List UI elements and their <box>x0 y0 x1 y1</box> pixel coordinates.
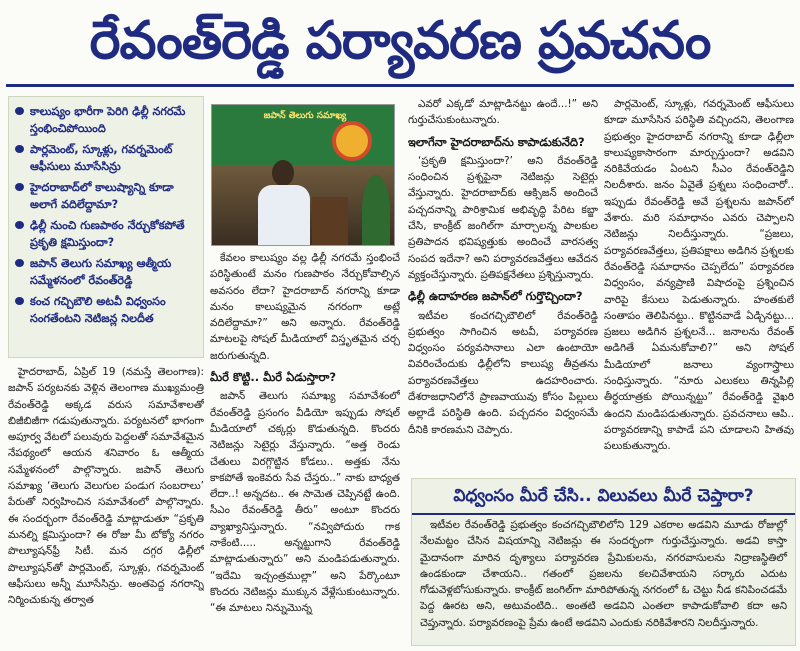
speaker-body <box>258 185 310 245</box>
paragraph: కేవలం కాలుష్యం వల్ల ఢిల్లీ నగరమే స్తంభించే పరిస్థితుంటే మనం గుణపాఠం నేర్చుకోవాల్సిన అవసరం లేదా? హైదరాబాద్‌ నగరాన్ని కూడా మనం కాలుష్యమైన నగరంగా అట్లే వదిలేద్దామా?” అని అన్నారు. రేవంత్‌రెడ్డి మాటలపై సోషల్‌ మీడియాలో విస్తృతమైన చర్చ జరుగుతున్నది. <box>210 252 400 362</box>
callout-body: ఇటీవల రేవంత్‌రెడ్డి ప్రభుత్వం కంచగచ్చిబౌలిలోని 129 ఎకరాల అడవిని మూడు రోజుల్లో నేలమట్టం చేసిన విషయాన్ని నెటిజన్లు ఈ సందర్భంగా గుర్తుచేస్తున్నారు. అడవి కాస్తా మైదానంగా మారిన దృశ్యాలు పర్యావరణ ప్రేమికులను, నగరవాసులను నిద్రాణస్థితిలో ఉండకుండా చేశాయని.. గతంలో ప్రజలను కలచివేశాయని సర్కారు ఎదుట గోడువెళ్లబోసుకున్నారు. కాంక్రీట్‌ జంగిల్‌గా మారిపోతున్న నగరంలో ఓ చెట్టు నీడ కనిపించడమే పెద్ద ఊరట అని, అటువంటిది.. అంతటి అడవిని ఎంతలా కాపాడుకోవాలి కదా అని చెప్తున్నారు. పర్యావరణంపై ప్రేమ ఉంటే అడవిని ఎందుకు నరికివేశారని నిలదీస్తున్నారు. <box>420 519 787 629</box>
highlights-box <box>8 96 204 358</box>
bullet-icon <box>15 297 24 305</box>
headline-rule <box>6 84 794 87</box>
paragraph: ‘ప్రకృతి క్షమిస్తుందా?’ అని రేవంత్‌రెడ్డి సంధించిన ప్రశ్నపైనా నెటిజన్లు సెటైర్లు వేస్తున్నారు. హైదరాబాద్‌కు ఆక్సిజన్‌ అందించే పచ్చదనాన్ని పారిశ్రామిక అభివృద్ధి పేరిట కబ్జా చేసి, కాంక్రీట్‌ జంగిల్‌గా మార్చాలన్న పాలకుల ప్రతిపాదన భవిష్యత్తుకు అందించే వారసత్వ సంపద ఇదేనా? అని పర్యావరణవేత్తలు ఆవేదన వ్యక్తంచేస్తున్నారు. ప్రతిపక్షనేతలు ప్రశ్నిస్తున్నారు. <box>408 154 598 281</box>
callout-title: విధ్వంసం మీరే చేసి.. విలువలు మీరే చెప్తారా? <box>412 479 795 515</box>
highlight-item: హైదరాబాద్‌లో కాలుష్యాన్ని కూడా అలాగే వదిలేద్దామా? <box>15 179 197 213</box>
bullet-icon <box>15 183 24 191</box>
paragraph: హైదరాబాద్‌, ఏప్రిల్‌ 19 (నమస్తే తెలంగాణ): జపాన్‌ పర్యటనకు వెళ్లిన తెలంగాణ ముఖ్యమంత్రి రేవంత్‌రెడ్డి అక్కడ వరుస సమావేశాలతో బిజీబిజీగా గడుపుతున్నారు. పర్యటనలో భాగంగా అపూర్వ వేటలో పలువురు పెద్దలతో సమావేశమైన నేపథ్యంలో ఆయన శనివారం ఓ ఆత్మీయ సమ్మేళనంలో పాల్గొన్నారు. జపాన్‌ తెలుగు సమాఖ్య ‘తెలుగు వెలుగుల పండుగ సంబరాలు’ పేరుతో నిర్వహించిన సమావేశంలో పాల్గొన్నారు. ఈ సందర్భంగా రేవంత్‌రెడ్డి మాట్లాడుతూ “ప్రకృతి మనల్ని క్షమిస్తుందా? ఈ రోజు మీ టోక్యో నగరం పొల్యూషన్‌ఫ్రీ సిటీ. మన దగ్గర ఢిల్లీలో పొల్యూషన్‌తో పార్లమెంట్‌, స్కూళ్లు, గవర్నమెంట్‌ ఆఫీసులు అన్నీ మూసేసిన్రు. అంతపెద్ద నగరాన్ని నిర్మించుకున్న తర్వాత <box>8 366 204 607</box>
paragraph: జపాన్‌ తెలుగు సమాఖ్య సమావేశంలో రేవంత్‌రెడ్డి ప్రసంగం వీడియో ఇప్పుడు సోషల్‌ మీడియాలో చక్కర్లు కొడుతున్నది. కొందరు నెటిజన్లు సెటైర్లు వేస్తున్నారు. “అత్త రెండు చేతులు విరగ్గొట్టిన కోడలు.. అత్తకు నేను కాకపోతే ఇంకెవరు సేవ చేస్తరు..” నాకు బాధ్యత లేదా..! అన్నదట.. ఈ సామెత చెప్పినట్టే ఉంది. సీఎం రేవంత్‌రెడ్డి తీరు” అంటూ కొందరు వ్యాఖ్యానిస్తున్నారు. “నవ్విపోదురు గాక నాకేంటి..... అన్నట్టుగాని రేవంత్‌రెడ్డి మాట్లాడుతున్నారు” అని మండిపడుతున్నారు. “ఇదేమి ఇచ్చంత్రముల్లా” అని పేర్కొంటూ కొందరు నెటిజన్లు ముక్కున వేళ్లేసుకుంటున్నారు. “ఈ మాటలు నిన్నుమొన్న <box>210 390 400 615</box>
paragraph: ఎవరో ఎక్కడో మాట్లాడినట్టు ఉందే...!” అని గుర్తుచేసుకుంటున్నారు. <box>408 98 598 127</box>
highlight-item: పార్లమెంట్‌, స్కూళ్లు, గవర్నమెంట్‌ ఆఫీసులు మూసేసిన్రు <box>15 141 197 175</box>
bullet-icon <box>15 259 24 267</box>
speaker-head <box>272 160 294 186</box>
subheading: మీరే కొట్టి.. మీరే ఏడుస్తారా? <box>210 370 337 385</box>
callout-box <box>411 478 796 646</box>
podium <box>312 197 348 245</box>
highlight-item: జపాన్‌ తెలుగు సమాఖ్య ఆత్మీయ సమ్మేళనంలో రేవంత్‌రెడ్డి <box>15 255 197 289</box>
subheading: ఇలాగేనా హైదరాబాద్‌ను కాపాడుకునేది? <box>408 134 585 149</box>
article-column-2 <box>210 250 400 646</box>
event-banner: జపాన్‌ తెలుగు సమాఖ్య <box>212 105 394 165</box>
article-column-1 <box>8 364 204 646</box>
paragraph: పార్లమెంట్‌, స్కూళ్లు, గవర్నమెంట్‌ ఆఫీసులు కూడా మూసేసిన పరిస్థితి వచ్చిందని, తెలంగాణ ప్రభుత్వం హైదరాబాద్‌ నగరాన్ని కూడా ఢిల్లీలా కాలుష్యకాసారంగా మార్చుస్తుందా? అడవిని నరికివేయడం ఏంటని సీఎం రేవంత్‌రెడ్డిని నిలదీశారు. జనం ఏవైతే ప్రశ్నలు సంధించారో.. ఇప్పుడు రేవంత్‌రెడ్డి అవే ప్రశ్నలను జపాన్‌లో వేశారు. మరి సమాధానం ఎవరు చెప్పాలని నెటిజన్లు నిలదీస్తున్నారు. “ప్రజలు, పర్యావరణవేత్తలు, ప్రతిపక్షాలు అడిగిన ప్రశ్నలకు రేవంత్‌రెడ్డి సమాధానం చెప్పలేదు” పర్యావరణ విధ్వంసం, వన్యప్రాణి విషాదంపై ప్రశ్నించిన వారిపై కేసులు పెడుతున్నారు. హంతకులే సంతాపం తెలిపినట్టు.. కొట్టినవాడే ఏడ్చినట్టు... ప్రజలు అడిగిన ప్రశ్నలనే... జనాలను రేవంత్‌ అడిగితే ఏమనుకోవాలి?” అని సోషల్‌ మీడియాలో జనాలు వ్యంగాస్త్రాలు సంధిస్తున్నారు. “నూరు ఎలుకలు తిన్నపిల్లి తీర్థయాత్రకు పోయిన్నట్టు” రేవంత్‌రెడ్డి వైఖరి ఉందని మండిపడుతున్నారు. ప్రవచనాలు ఆపి.. పర్యావరణాన్ని కాపాడే పని చూడాలని హితవు పలుకుతున్నారు. <box>604 98 794 453</box>
bullet-icon <box>15 145 24 153</box>
plant-decor <box>362 175 390 245</box>
paragraph: ఇటీవల కంచగచ్చిబౌలిలో రేవంత్‌రెడ్డి ప్రభుత్వం సాగించిన అటవీ, పర్యావరణ విధ్వంసం పర్యవసానాలు ఎలా ఉంటాయో వివరించేందుకు ఢిల్లీలోని కాలుష్య తీవ్రతను పర్యావరణవేత్తలు ఉదహరించారు. దేశరాజధానిలోనే ప్రాణవాయువు కోసం పిల్లులు అల్లాడే పరిస్థితి ఉంది. పచ్చదనం విధ్వంసమే దీనికి కారణమని చెప్పారు. <box>408 309 598 436</box>
article-column-3 <box>408 96 598 472</box>
news-photo <box>211 104 395 246</box>
bullet-icon <box>15 107 24 115</box>
highlight-item: ఢిల్లీ నుంచి గుణపాఠం నేర్చుకోకపోతే ప్రకృతి క్షమిస్తుందా? <box>15 217 197 251</box>
subheading: ఢిల్లీ ఉదాహరణ జపాన్‌లో గుర్తొచ్చిందా? <box>408 289 583 304</box>
article-column-4 <box>604 96 794 472</box>
emblem-icon <box>332 121 372 161</box>
bullet-icon <box>15 221 24 229</box>
headline: రేవంత్‌రెడ్డి పర్యావరణ ప్రవచనం <box>89 11 711 71</box>
highlight-item: కంచ గచ్చిబౌలి అటవీ విధ్వంసం సంగతేంటని నెటిజన్ల నిలదీత <box>15 293 197 327</box>
highlight-item: కాలుష్యం భారీగా పెరిగి ఢిల్లీ నగరమే స్తంభించిపోయింది <box>15 103 197 137</box>
